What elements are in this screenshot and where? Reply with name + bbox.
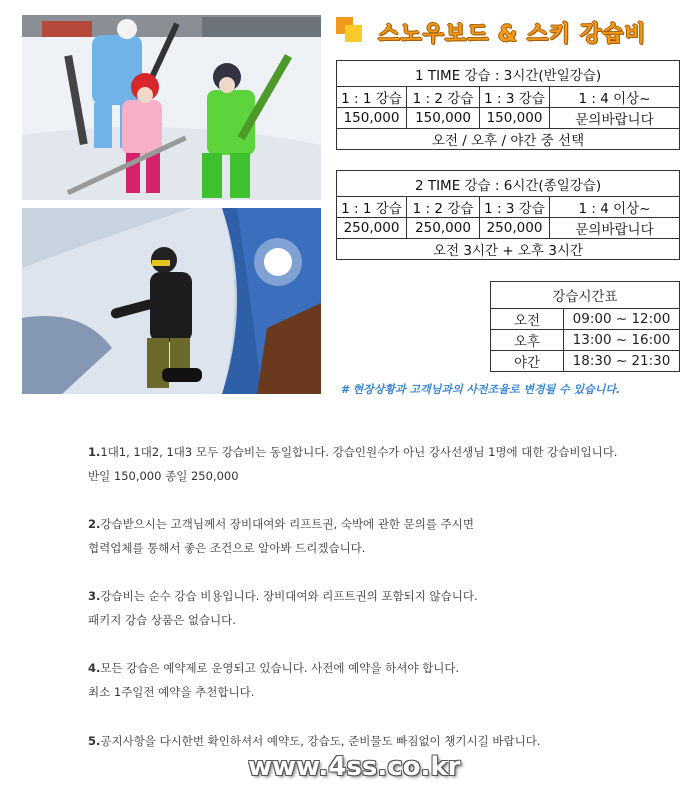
table-footer: 오전 3시간 + 오후 3시간: [337, 239, 680, 260]
half-day-price-table: [336, 60, 680, 150]
price-cell: 250,000: [407, 218, 480, 239]
schedule-label: 오전: [491, 309, 564, 330]
notice-paragraph: [88, 584, 478, 632]
paragraph-number: 1.: [88, 445, 101, 459]
notice-paragraph: [88, 440, 617, 488]
schedule-note: # 현장상황과 고객님과의 사전조율로 변경될 수 있습니다.: [341, 383, 621, 396]
table-title: 1 TIME 강습 : 3시간(반일강습): [337, 61, 680, 87]
column-header: 1 : 1 강습: [337, 197, 407, 218]
schedule-label: 야간: [491, 351, 564, 372]
schedule-time: 09:00 ~ 12:00: [564, 309, 680, 330]
column-header: 1 : 4 이상~: [550, 197, 680, 218]
paragraph-line: 1대1, 1대2, 1대3 모두 강습비는 동일합니다. 강습인원수가 아닌 강사선생님 1명에 대한 강습비입니다.: [100, 445, 618, 459]
paragraph-number: 2.: [88, 517, 101, 531]
notice-paragraph: [88, 729, 541, 753]
full-day-price-table: [336, 170, 680, 260]
paragraph-line: 최소 1주일전 예약을 추천합니다.: [88, 685, 255, 699]
schedule-time: 13:00 ~ 16:00: [564, 330, 680, 351]
section-header: [336, 14, 676, 48]
price-cell: 150,000: [337, 108, 407, 129]
price-cell: 150,000: [480, 108, 550, 129]
price-cell: 문의바랍니다: [550, 218, 680, 239]
column-header: 1 : 3 강습: [480, 197, 550, 218]
paragraph-line: 강습비는 순수 강습 비용입니다. 장비대여와 리프트권의 포함되지 않습니다.: [100, 589, 478, 603]
paragraph-line: 모든 강습은 예약제로 운영되고 있습니다. 사전에 예약을 하셔야 합니다.: [100, 661, 460, 675]
notice-paragraph: [88, 512, 474, 560]
paragraph-line: 강습받으시는 고객님께서 장비대여와 리프트권, 숙박에 관한 문의를 주시면: [100, 517, 474, 531]
column-header: 1 : 3 강습: [480, 87, 550, 108]
paragraph-line: 패키지 강습 상품은 없습니다.: [88, 613, 236, 627]
column-header: 1 : 4 이상~: [550, 87, 680, 108]
column-header: 1 : 2 강습: [407, 197, 480, 218]
table-footer: 오전 / 오후 / 야간 중 선택: [337, 129, 680, 150]
site-watermark: www.4ss.co.kr: [248, 752, 461, 782]
price-cell: 문의바랍니다: [550, 108, 680, 129]
schedule-time: 18:30 ~ 21:30: [564, 351, 680, 372]
lesson-schedule-table: [490, 281, 680, 372]
paragraph-line: 협력업체를 통해서 좋은 조건으로 알아봐 드리겠습니다.: [88, 541, 366, 555]
schedule-title: 강습시간표: [491, 282, 680, 309]
notice-paragraph: [88, 656, 459, 704]
paragraph-line: 반일 150,000 종일 250,000: [88, 469, 239, 483]
column-header: 1 : 1 강습: [337, 87, 407, 108]
price-cell: 250,000: [480, 218, 550, 239]
column-header: 1 : 2 강습: [407, 87, 480, 108]
yellow-square-icon: [345, 25, 362, 42]
ski-lesson-photo: [22, 15, 321, 200]
paragraph-number: 3.: [88, 589, 101, 603]
price-cell: 150,000: [407, 108, 480, 129]
snowboard-photo: [22, 208, 321, 394]
table-title: 2 TIME 강습 : 6시간(종일강습): [337, 171, 680, 197]
paragraph-number: 4.: [88, 661, 101, 675]
page-title: 스노우보드 & 스키 강습비: [378, 22, 647, 47]
schedule-label: 오후: [491, 330, 564, 351]
price-cell: 250,000: [337, 218, 407, 239]
paragraph-number: 5.: [88, 734, 101, 748]
paragraph-line: 공지사항을 다시한번 확인하셔서 예약도, 강습도, 준비물도 빠짐없이 챙기시길 바랍니다.: [100, 734, 541, 748]
